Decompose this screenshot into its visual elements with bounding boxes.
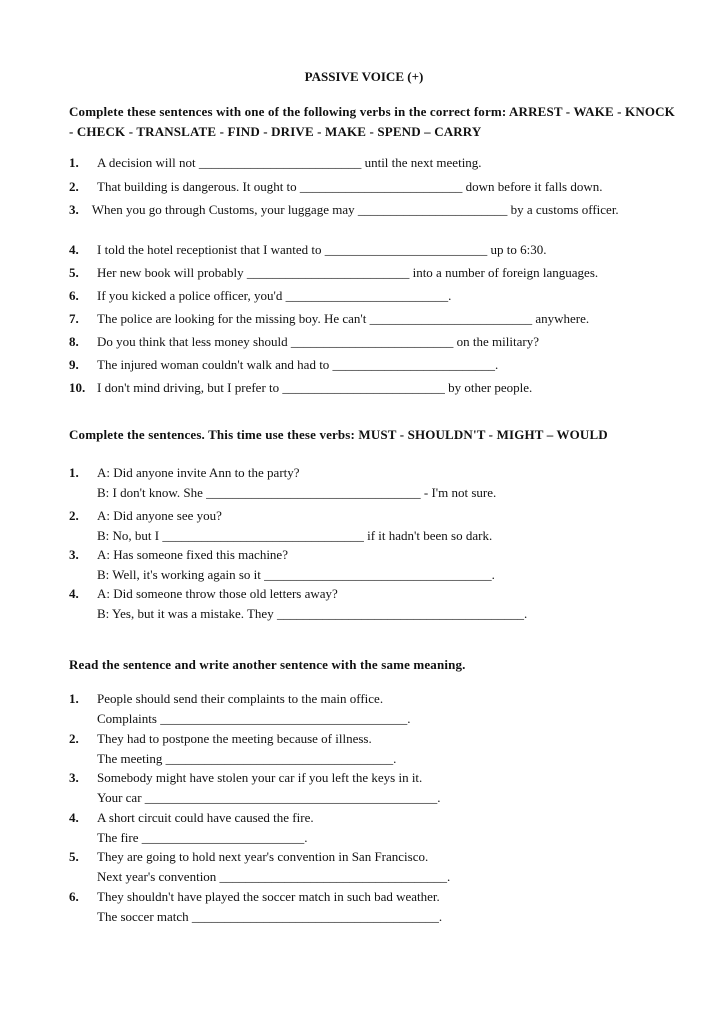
original-sentence: A short circuit could have caused the fire.: [97, 810, 314, 825]
item-number: 4.: [69, 586, 79, 601]
page-title: PASSIVE VOICE (+): [304, 69, 424, 84]
item-number: 3.: [69, 202, 79, 217]
section3-instruction: Read the sentence and write another sentence with the same meaning.: [69, 657, 466, 672]
rewrite-prompt: The meeting ___________________________________.: [97, 751, 397, 766]
s1-item-10: [69, 378, 685, 398]
dialogue-answer: B: No, but I _______________________________ if it hadn't been so dark.: [97, 528, 493, 543]
item-number: 2.: [69, 508, 79, 523]
item-text: A decision will not _________________________ until the next meeting.: [97, 155, 482, 170]
dialogue-answer: B: I don't know. She _________________________________ - I'm not sure.: [97, 485, 497, 500]
item-number: 10.: [69, 380, 86, 395]
original-sentence: Somebody might have stolen your car if you left the keys in it.: [97, 770, 423, 785]
rewrite-prompt: Complaints ______________________________________.: [97, 711, 411, 726]
s2-item-2: [69, 506, 685, 546]
item-number: 1.: [69, 691, 79, 706]
rewrite-prompt: Next year's convention ___________________________________.: [97, 869, 451, 884]
dialogue-question: A: Did anyone see you?: [97, 508, 222, 523]
s2-item-4: [69, 584, 685, 624]
item-text: I don't mind driving, but I prefer to _________________________ by other people.: [97, 380, 533, 395]
item-text: The police are looking for the missing boy. He can't _________________________ anywhere.: [97, 311, 590, 326]
dialogue-question: A: Has someone fixed this machine?: [97, 547, 288, 562]
item-number: 4.: [69, 242, 79, 257]
item-text: If you kicked a police officer, you'd _________________________.: [97, 288, 452, 303]
item-number: 8.: [69, 334, 79, 349]
original-sentence: People should send their complaints to the main office.: [97, 691, 384, 706]
rewrite-prompt: Your car _____________________________________________.: [97, 790, 441, 805]
item-text: The injured woman couldn't walk and had to _________________________.: [97, 357, 499, 372]
dialogue-answer: B: Yes, but it was a mistake. They ______________________________________.: [97, 606, 528, 621]
s1-item-3: [69, 200, 685, 220]
original-sentence: They are going to hold next year's convention in San Francisco.: [97, 849, 429, 864]
s3-item-3: [69, 768, 685, 808]
item-number: 9.: [69, 357, 79, 372]
item-number: 3.: [69, 770, 79, 785]
s1-item-9: [69, 355, 685, 375]
item-text: I told the hotel receptionist that I wanted to _________________________ up to 6:30.: [97, 242, 547, 257]
original-sentence: They shouldn't have played the soccer match in such bad weather.: [97, 889, 440, 904]
dialogue-answer: B: Well, it's working again so it ___________________________________.: [97, 567, 495, 582]
item-number: 5.: [69, 265, 79, 280]
item-number: 2.: [69, 179, 79, 194]
s1-item-4: [69, 240, 685, 260]
rewrite-prompt: The fire _________________________.: [97, 830, 308, 845]
item-number: 6.: [69, 889, 79, 904]
s2-item-1: [69, 463, 685, 503]
item-number: 1.: [69, 155, 79, 170]
s3-item-4: [69, 808, 685, 848]
item-number: 3.: [69, 547, 79, 562]
item-text: Her new book will probably _________________________ into a number of foreign languages.: [97, 265, 599, 280]
item-text: That building is dangerous. It ought to _________________________ down before it falls down.: [97, 179, 603, 194]
s3-item-5: [69, 847, 685, 887]
item-number: 2.: [69, 731, 79, 746]
item-number: 7.: [69, 311, 79, 326]
s1-item-1: [69, 153, 685, 173]
s3-item-2: [69, 729, 685, 769]
item-text: Do you think that less money should _________________________ on the military?: [97, 334, 539, 349]
item-number: 1.: [69, 465, 79, 480]
section2-instruction: Complete the sentences. This time use these verbs: MUST - SHOULDN'T - MIGHT – WOULD: [69, 427, 608, 442]
section1-instruction: Complete these sentences with one of the following verbs in the correct form: ARREST - WAKE - KNOCK - CHECK - TRANSLATE - FIND - DRIVE - MAKE - SPEND – CARRY: [69, 104, 675, 139]
s2-item-3: [69, 545, 685, 585]
dialogue-question: A: Did anyone invite Ann to the party?: [97, 465, 300, 480]
item-number: 5.: [69, 849, 79, 864]
item-text: When you go through Customs, your luggage may _______________________ by a customs officer.: [91, 202, 619, 217]
s1-item-8: [69, 332, 685, 352]
s1-item-2: [69, 177, 685, 197]
item-number: 6.: [69, 288, 79, 303]
s3-item-6: [69, 887, 685, 927]
s3-item-1: [69, 689, 685, 729]
dialogue-question: A: Did someone throw those old letters away?: [97, 586, 338, 601]
item-number: 4.: [69, 810, 79, 825]
s1-item-5: [69, 263, 685, 283]
original-sentence: They had to postpone the meeting because of illness.: [97, 731, 372, 746]
rewrite-prompt: The soccer match ______________________________________.: [97, 909, 443, 924]
s1-item-6: [69, 286, 685, 306]
s1-item-7: [69, 309, 685, 329]
